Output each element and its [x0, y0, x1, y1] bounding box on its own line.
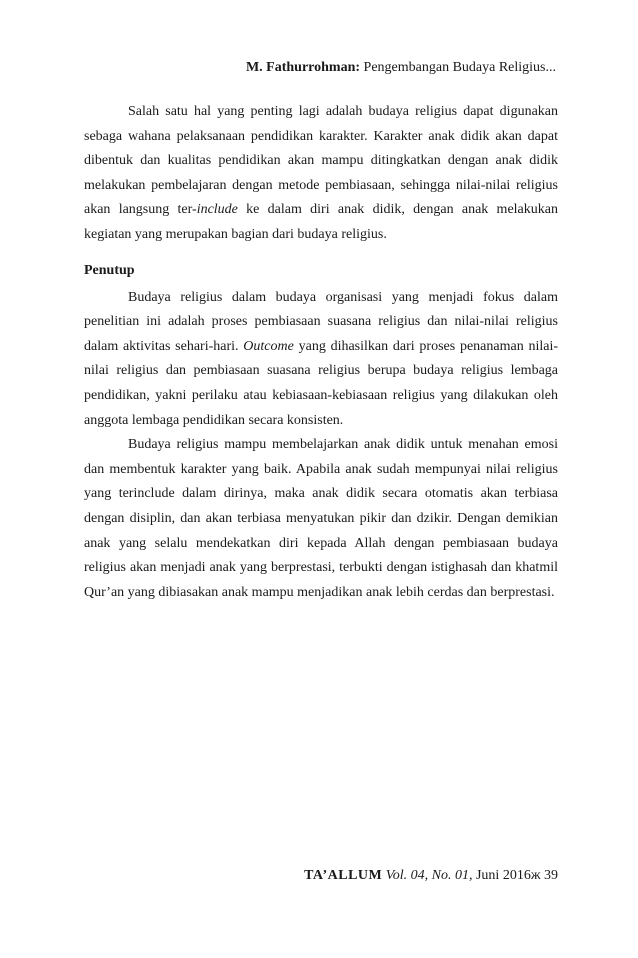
paragraph-2-text-after: yang dihasilkan dari proses penanaman nilai-nilai religius dan pembiasaan suasana religius berupa budaya religius lembaga pendidikan, yakni perilaku atau kebiasaan-kebiasaan religius yang dilakukan oleh anggota lembaga pendidikan secara konsisten.: [84, 338, 559, 428]
section-heading: Penutup: [84, 262, 135, 278]
footer-date-page: Juni 2016ж 39: [472, 868, 558, 883]
paragraph-3: Budaya religius mampu membelajarkan anak didik untuk menahan emosi dan membentuk karakter yang baik. Apabila anak sudah mempunyai nilai religius yang terinclude dalam dirinya, maka anak didik secara otomatis akan terbiasa dengan disiplin, dan akan terbiasa menyatukan pikir dan dzikir. Dengan demikian anak yang selalu mendekatkan diri kepada Allah dengan pembiasaan budaya religius akan menjadi anak yang berprestasi, terbukti dengan istighasah dan khatmil Qur’an yang dibiasakan anak mampu menjadikan anak lebih cerdas dan berprestasi.: [84, 437, 558, 600]
paragraph-2: [84, 286, 558, 434]
paragraph-2-text-before: Budaya religius dalam budaya organisasi yang menjadi fokus dalam penelitian ini adalah proses pembiasaan suasana religius dan nilai-nilai religius dalam aktivitas sehari-hari.: [84, 289, 558, 354]
paragraph-1: [84, 100, 558, 248]
paragraph-1-text-before: Salah satu hal yang penting lagi adalah budaya religius dapat digunakan sebaga wahana pelaksanaan pendidikan karakter. Karakter anak didik akan dapat dibentuk dan kualitas pendidikan akan mampu ditingkatkan dengan anak didik melakukan pembelajaran dengan metode pembiasaan, sehingga nilai-nilai religius akan langsung ter-: [84, 104, 558, 218]
paragraph-1-italic-term: include: [196, 202, 238, 218]
footer-journal-name: TA’ALLUM: [304, 868, 383, 883]
running-header: [246, 58, 556, 78]
footer-volume: Vol. 04, No. 01,: [382, 868, 473, 883]
header-author: M. Fathurrohman:: [245, 60, 361, 75]
paragraph-1-text-after: ke dalam diri anak didik, dengan anak melakukan kegiatan yang merupakan bagian dari budaya religius.: [84, 202, 558, 242]
page-body: [84, 100, 558, 605]
header-title: Pengembangan Budaya Religius...: [360, 60, 556, 75]
running-footer: [304, 866, 558, 886]
paragraph-2-italic-term: Outcome: [243, 338, 294, 354]
